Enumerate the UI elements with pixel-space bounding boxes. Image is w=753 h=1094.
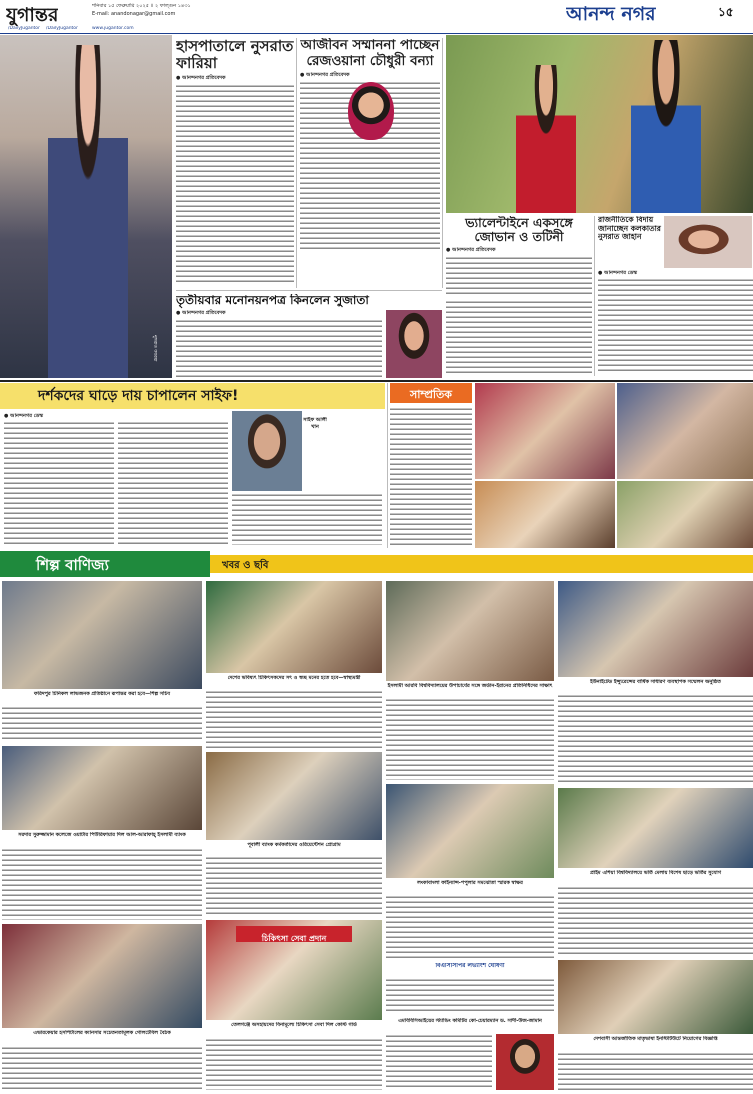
commerce-body-7 [386, 895, 554, 959]
medical-service-title: চিকিৎসা সেবা প্রদান [261, 934, 327, 942]
twitter-link[interactable]: /DailyJugantor [46, 26, 78, 31]
valentine-byline: ● আনন্দনগর প্রতিবেদক [446, 246, 496, 253]
faria-figure [48, 45, 128, 378]
nusrat-jahan-photo [664, 216, 752, 268]
commerce-headline-8: প্রাইম এশিয়া বিশ্ববিদ্যালয়ে ভর্তি মেলায় বিশেষ ছাড়ে ভর্তির সুযোগ [590, 870, 721, 876]
commerce-photo-10 [206, 920, 382, 1020]
saif-byline: ● আনন্দনগর ডেস্ক [4, 413, 43, 419]
commerce-photo-1 [2, 581, 202, 689]
saif-photo [232, 411, 302, 491]
commerce-photo-3 [386, 581, 554, 681]
bonna-photo [348, 82, 394, 140]
divider [594, 216, 595, 376]
samprotik-photo-1 [475, 383, 615, 479]
valentine-body [446, 256, 592, 296]
commerce-body-1 [2, 706, 202, 742]
jovan-figure [631, 40, 701, 213]
commerce-photo-13 [496, 1034, 554, 1090]
commerce-body-4 [558, 694, 753, 784]
website-link[interactable]: www.jugantor.com [92, 26, 134, 31]
divider [296, 38, 297, 288]
facebook-link[interactable]: /DailyJugantor [8, 26, 40, 31]
masthead-logo: যুগান্তর [6, 4, 59, 26]
commerce-body-2 [206, 690, 382, 748]
section-title: আনন্দ নগর [566, 3, 656, 25]
commerce-headline-12: তেলগঞ্জে অসহায়দের বিনামূল্যে চিকিৎসা সেবা দিল কোস্ট গার্ড [231, 1022, 357, 1028]
commerce-body-12 [206, 1038, 382, 1090]
commerce-headline-3: ইসলামী আরবি বিশ্ববিদ্যালয়ের উপাচার্যের সঙ্গে জর্ডান-ইরানের প্রতিনিধিদের সাক্ষাৎ [387, 683, 553, 689]
commerce-body-3 [386, 698, 554, 780]
samprotik-title: সাম্প্রতিক [409, 388, 452, 401]
sujata-headline: তৃতীয়বার মনোনয়নপত্র কিনলেন সুজাতা [176, 294, 369, 307]
sujata-byline: ● আনন্দনগর প্রতিবেদক [176, 309, 226, 316]
nusrat-jahan-headline: রাজনীতিকে বিদায় জানাচ্ছেন কলকাতার নুসরাত জাহান [598, 216, 661, 242]
commerce-photo-2 [206, 581, 382, 673]
faria-headline: হাসপাতালে নুসরাত ফারিয়া [176, 38, 294, 73]
commerce-headline-6: পূবালী ব্যাংক কর্মকর্তাদের ওরিয়েন্টেশন প্রোগ্রাম [247, 842, 341, 848]
divider [176, 290, 442, 291]
divider [442, 38, 443, 288]
samprotik-body [390, 407, 472, 545]
story-nusrat-jahan [598, 216, 753, 376]
page-number: ১৫ [718, 5, 734, 19]
commerce-headline-7: লংকাবাংলা ফাইন্যান্স-পপুলার সমঝোতা স্মারক স্বাক্ষর [417, 880, 523, 886]
bonna-byline: ● আনন্দনগর প্রতিবেদক [300, 72, 350, 79]
social-bar [0, 26, 753, 34]
commerce-photo-11 [2, 924, 202, 1028]
masthead-email: E-mail: anandonagar@gmail.com [92, 11, 176, 17]
commerce-headline-14: দেশবাসী আন্তর্জাতিক মাতৃভাষা ইনস্টিটিউটে নিয়োগের বিজ্ঞপ্তি [593, 1036, 718, 1042]
commerce-photo-5 [2, 746, 202, 830]
commerce-body-6 [206, 856, 382, 916]
jovan-totini-photo [446, 35, 753, 213]
commerce-photo-6 [206, 752, 382, 840]
commerce-headline-4: ইউনাইটেড ইন্স্যুরেন্সের বার্ষিক সাধারণ ব্যবস্থাপক সম্মেলন অনুষ্ঠিত [590, 679, 721, 685]
nusrat-jahan-byline: ● আনন্দনগর ডেস্ক [598, 270, 637, 276]
commerce-photo-4 [558, 581, 753, 677]
commerce-headline-2: দেশের ভবিষ্যৎ চিকিৎসকদের সৎ ও স্বচ্ছ মনের হতে হবে—স্বাস্থ্যমন্ত্রী [227, 675, 361, 681]
commerce-headline-1: ফরিদপুর চিনিকল লাভজনক প্রতিষ্ঠানে রূপান্তর করা হবে—শিল্প সচিব [33, 691, 170, 697]
divider [387, 383, 388, 548]
saif-photo-caption: সাইফ আলী খান [303, 417, 327, 430]
commerce-headline-13: এমবিবিসিআইয়ের স্ট্যান্ডিং কমিটির কো-চেয়ারম্যান ড. সাদী-উজ-জামান [398, 1018, 542, 1024]
commerce-photo-14 [558, 960, 753, 1034]
commerce-body-8 [558, 886, 753, 956]
commerce-header [0, 551, 753, 577]
commerce-subtitle: খবর ও ছবি [222, 560, 269, 571]
samprotik-photo-2 [617, 383, 753, 479]
story-bonna [300, 38, 440, 252]
commerce-subtitle-band [210, 555, 753, 573]
commerce-headline-5: সরদার সুরুজ্জামান কলেজে ওয়াটার পিউরিফায়ার দিল আল-আরাফাহ্ ইসলামী ব্যাংক [18, 832, 186, 838]
commerce-headline-9: বিএসিসিপির লভ্যাংশ ঘোষণা [435, 963, 505, 969]
totini-figure [516, 65, 576, 213]
story-faria [176, 38, 294, 288]
faria-photo [0, 35, 172, 378]
samprotik-box [390, 383, 472, 548]
masthead-date: শনিবার ১৫ ফেব্রুয়ারি ২০২৫ ॥ ২ ফাল্গুন ১৪৩১ [92, 3, 191, 9]
commerce-body-9 [386, 978, 554, 1014]
saif-body-col2 [118, 421, 228, 545]
sujata-body [176, 319, 382, 378]
story-saif [0, 383, 385, 548]
commerce-photo-7 [386, 784, 554, 878]
commerce-photo-8 [558, 788, 753, 868]
bonna-headline: আজীবন সম্মাননা পাচ্ছেন রেজওয়ানা চৌধুরী বন্যা [300, 38, 440, 69]
commerce-body-14 [558, 1052, 753, 1090]
faria-byline: ● আনন্দনগর প্রতিবেদক [176, 74, 226, 81]
commerce-headline-11: এভারকেয়ার হসপিটালের ক্যানসার সচেতনতামূলক গোলটেবিল বৈঠক [33, 1030, 171, 1036]
commerce-body-11 [2, 1046, 202, 1090]
valentine-body-lower [446, 300, 592, 376]
commerce-title: শিল্প বাণিজ্য [36, 556, 109, 574]
valentine-headline: ভ্যালেন্টাইনে একসঙ্গে জোভান ও তটিনী [465, 216, 573, 245]
saif-body-col3 [232, 493, 382, 545]
story-sujata [176, 294, 442, 378]
masthead [0, 0, 753, 26]
samprotik-photo-3 [475, 481, 615, 548]
faria-body [176, 84, 294, 284]
divider [0, 380, 753, 382]
faria-photo-caption: নুসরাত ফারিয়া [152, 335, 157, 362]
saif-headline: দর্শকদের ঘাড়ে দায় চাপালেন সাইফ! [38, 388, 239, 404]
commerce-title-band [0, 551, 210, 577]
sujata-photo [386, 310, 442, 378]
samprotik-photo-4 [617, 481, 753, 548]
saif-headline-band [0, 383, 385, 409]
saif-body [4, 421, 114, 545]
commerce-body-13 [386, 1034, 492, 1090]
nusrat-jahan-body [598, 278, 753, 374]
medical-service-banner [236, 926, 352, 942]
samprotik-title-band [390, 383, 472, 403]
story-valentine [446, 216, 592, 298]
commerce-body-5 [2, 848, 202, 920]
